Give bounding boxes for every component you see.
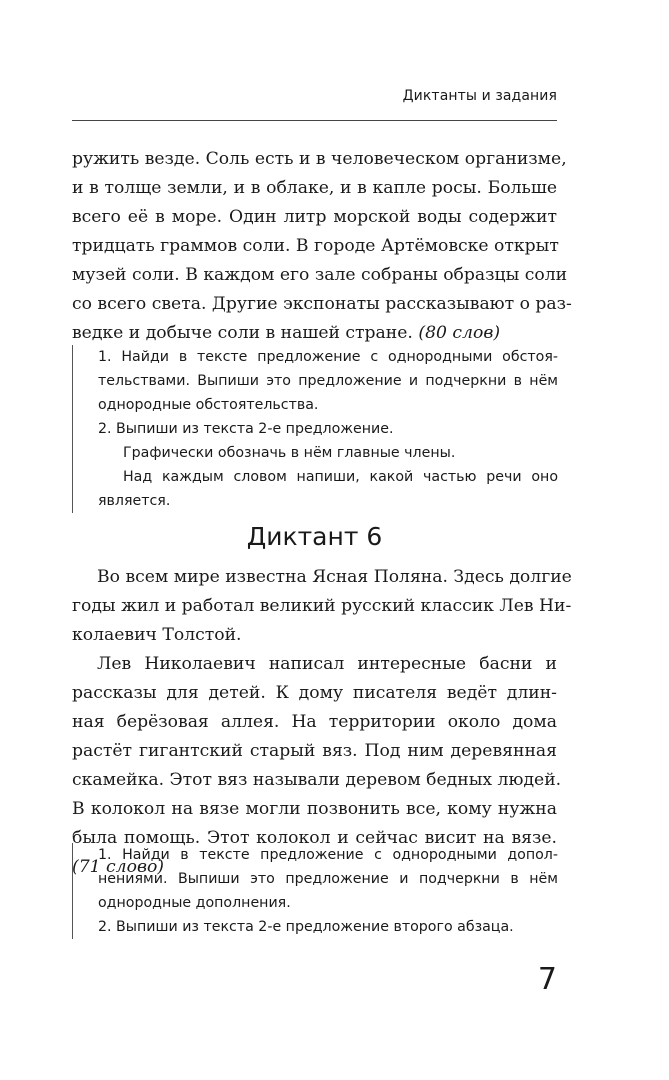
text-line: всего её в море. Один литр морской воды содержит [72,207,557,227]
dictation-6-text [72,563,572,882]
text-line: была помощь. Этот колокол и сейчас висит на вязе. [72,828,557,848]
task-line: Графически обозначь в нём главные члены. [123,445,456,461]
task-line: однородные обстоятельства. [98,397,319,413]
page-number: 7 [537,962,557,997]
header-rule [72,120,557,121]
text-line: рассказы для детей. К дому писателя ведёт длин- [72,683,557,703]
task-line: тельствами. Выпиши это предложение и подчеркни в нём [98,373,558,389]
text-line: ружить везде. Соль есть и в человеческом организме, [72,149,567,169]
text-line-content: ведке и добыче соли в нашей стране. [72,323,413,343]
running-header: Диктанты и задания [402,88,557,104]
task-line: является. [98,493,171,509]
task-line: 2. Выпиши из текста 2-е предложение второго абзаца. [98,919,514,935]
task-line: однородные дополнения. [98,895,291,911]
task-line: 1. Найди в тексте предложение с однородными допол- [98,847,558,863]
text-line: и в толще земли, и в облаке, и в капле росы. Больше [72,178,557,198]
task-line: 2. Выпиши из текста 2-е предложение. [98,421,394,437]
dictation-5-text-continued [72,145,572,348]
text-line: растёт гигантский старый вяз. Под ним деревянная [72,741,557,761]
text-line: ная берёзовая аллея. На территории около дома [72,712,557,732]
task-line: Над каждым словом напиши, какой частью речи оно [123,469,558,485]
word-count: (80 слов) [418,323,501,343]
tasks-block-2 [72,843,558,939]
text-line: тридцать граммов соли. В городе Артёмовске открыт [72,236,559,256]
text-line: В колокол на вязе могли позвонить все, кому нужна [72,799,557,819]
text-line [72,319,557,348]
task-line: 1. Найди в тексте предложение с однородными обстоя- [98,349,558,365]
text-line: скамейка. Этот вяз называли деревом бедных людей. [72,770,562,790]
tasks-block-1 [72,345,558,513]
text-line: годы жил и работал великий русский классик Лев Ни- [72,596,572,616]
word-count: (71 слово) [72,857,165,877]
section-title: Диктант 6 [246,522,383,551]
text-line: Лев Николаевич написал интересные басни и [97,654,557,674]
task-line: нениями. Выпиши это предложение и подчеркни в нём [98,871,558,887]
text-line: Во всем мире известна Ясная Поляна. Здесь долгие [97,567,572,587]
text-line: музей соли. В каждом его зале собраны образцы соли [72,265,568,285]
text-line: колаевич Толстой. [72,625,242,645]
text-line: со всего света. Другие экспонаты рассказывают о раз- [72,294,572,314]
